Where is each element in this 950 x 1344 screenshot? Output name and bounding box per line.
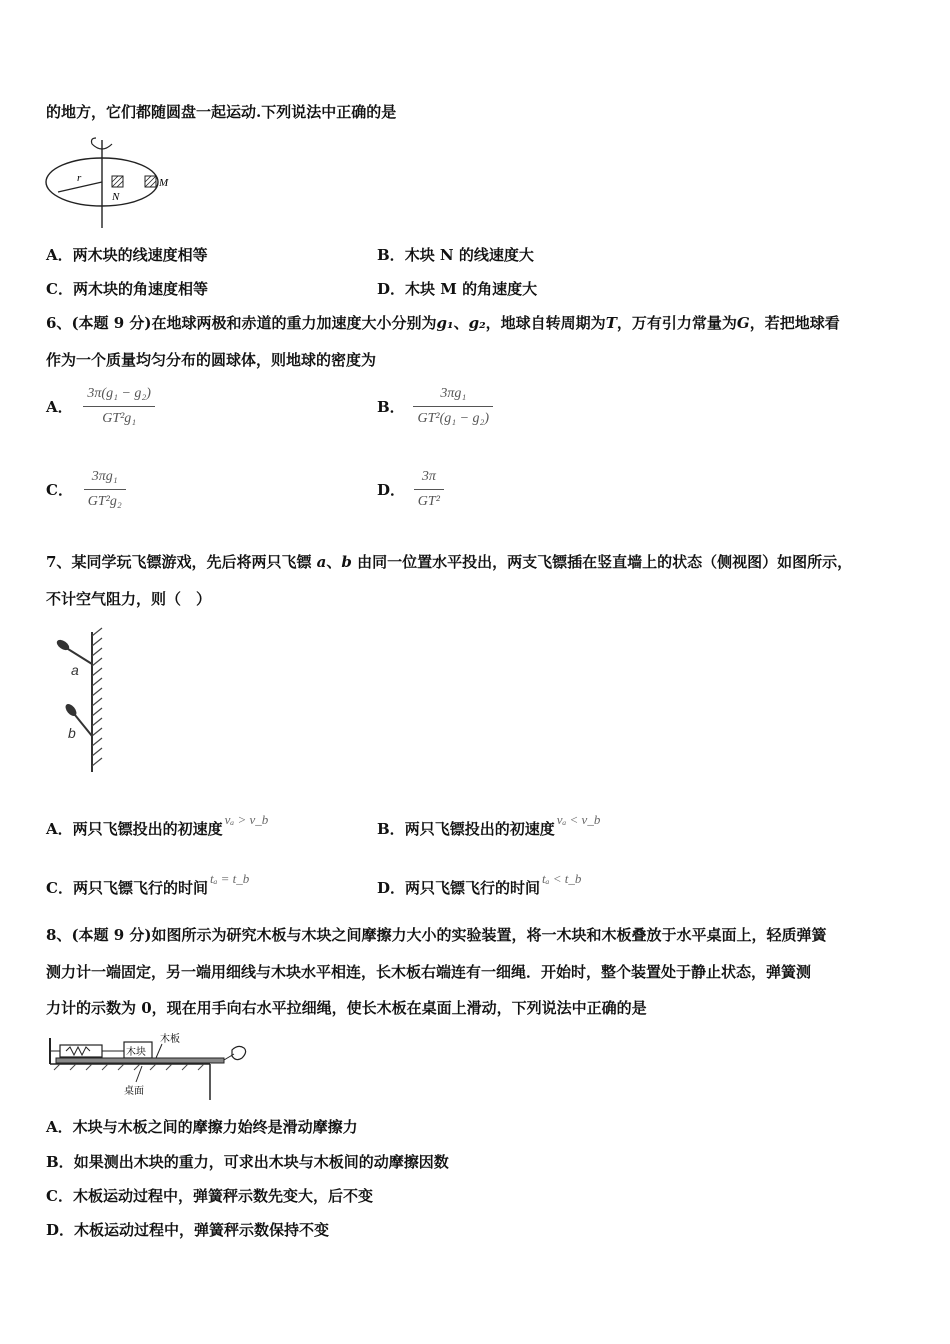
hand-icon (232, 1046, 246, 1059)
radius-label: r (77, 172, 82, 184)
q6-stem-line2: 作为一个质量均匀分布的圆球体，则地球的密度为 (46, 351, 377, 369)
q7-option-c: C．两只飞镖飞行的时间tₐ = t_b (46, 871, 250, 897)
q6-option-a: A． $\frac{\text{3π(g₁ − g₂)}}{\text{GT²g₁}}$ (46, 384, 155, 429)
q6-option-d: D． $\frac{3\pi}{\text{GT²}}$ (377, 467, 444, 512)
dart-a-label: a (71, 662, 79, 678)
q6-option-c: C． $\frac{\text{3πg₁}}{\text{GT²g₂}}$ (46, 467, 126, 512)
q8-option-c: C．木板运动过程中，弹簧秤示数先变大，后不变 (46, 1187, 373, 1205)
q7-stem-line2: 不计空气阻力，则（ ） (46, 590, 212, 608)
block-label: 木块 (126, 1047, 146, 1058)
q5-option-a: A．两木块的线速度相等 (46, 246, 208, 264)
q8-stem-line1: 8、(本题 9 分)如图所示为研究木板与木块之间摩擦力大小的实验装置，将一木块和木板叠放于水平桌面上，轻质弹簧 (46, 926, 827, 944)
q7-option-d: D．两只飞镖飞行的时间tₐ < t_b (377, 871, 582, 897)
dart-b-label: b (68, 725, 76, 741)
q8-option-d: D．木板运动过程中，弹簧秤示数保持不变 (46, 1221, 330, 1239)
q8-stem-line2: 测力计一端固定，另一端用细线与木块水平相连，长木板右端连有一细绳．开始时，整个装置处于静止状态，弹簧测 (46, 963, 812, 981)
q7-stem-line1: 7、某同学玩飞镖游戏，先后将两只飞镖 a、b 由同一位置水平投出，两支飞镖插在竖直墙上的状态（侧视图）如图所示， (46, 553, 853, 571)
q6-stem-line1: 6、(本题 9 分)在地球两极和赤道的重力加速度大小分别为g₁、g₂，地球自转周期为T，万有引力常量为G，若把地球看 (46, 314, 840, 332)
q8-option-b: B．如果测出木块的重力，可求出木块与木板间的动摩擦因数 (46, 1153, 449, 1171)
q7-option-b: B．两只飞镖投出的初速度vₐ < v_b (377, 812, 601, 838)
block-m-label: M (159, 177, 169, 189)
table-label: 桌面 (124, 1086, 144, 1097)
q8-apparatus-figure (46, 1030, 256, 1102)
block-n-label: N (112, 191, 120, 203)
q7-darts-figure (44, 626, 114, 776)
q6-option-b: B． $\frac{\text{3πg₁}}{\text{GT²(g₁ − g₂)}}$ (377, 384, 493, 429)
q5-disk-figure (40, 132, 190, 232)
q5-option-c: C．两木块的角速度相等 (46, 280, 208, 298)
q8-option-a: A．木块与木板之间的摩擦力始终是滑动摩擦力 (46, 1118, 358, 1136)
board-label: 木板 (160, 1034, 180, 1045)
q5-option-d: D．木块 M 的角速度大 (377, 280, 538, 298)
q7-option-a: A．两只飞镖投出的初速度vₐ > v_b (46, 812, 269, 838)
q5-option-b: B．木块 N 的线速度大 (377, 246, 534, 264)
q8-stem-line3: 力计的示数为 0，现在用手向右水平拉细绳，使长木板在桌面上滑动，下列说法中正确的是 (46, 999, 647, 1017)
q5-stem: 的地方，它们都随圆盘一起运动.下列说法中正确的是 (46, 103, 397, 121)
